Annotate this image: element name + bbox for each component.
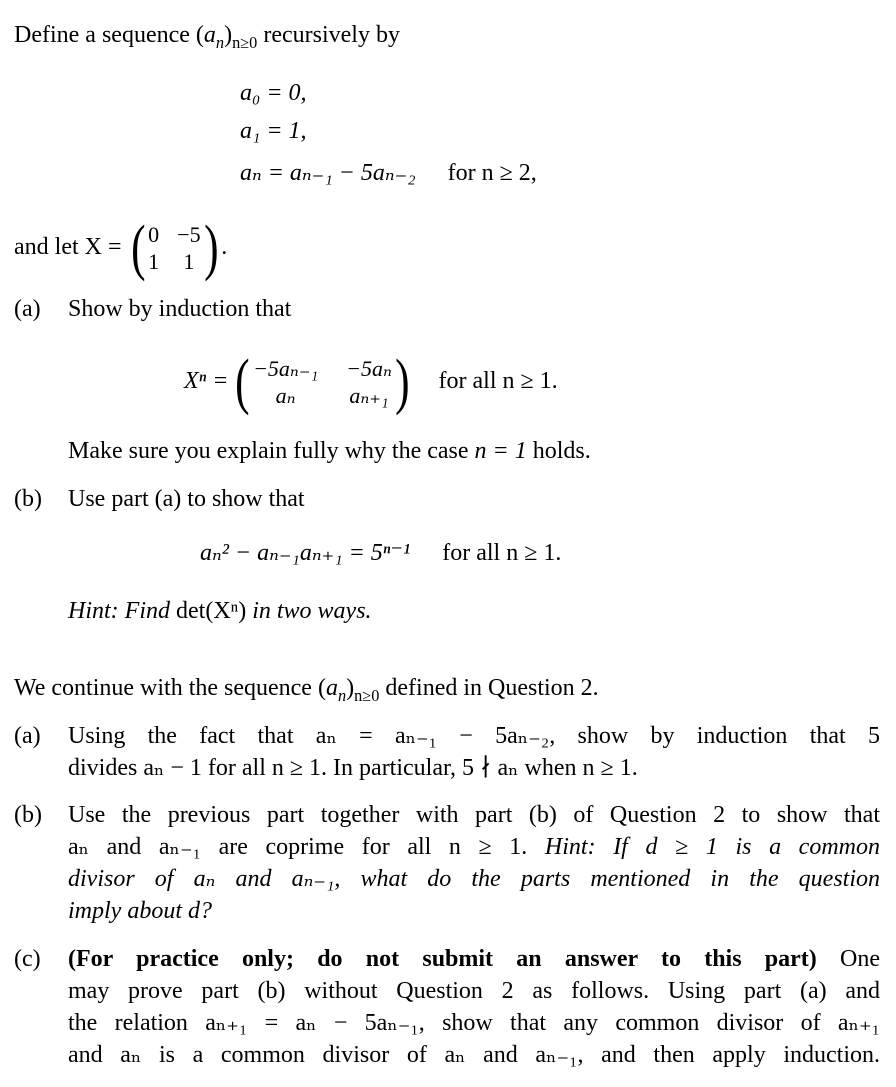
matrix-x: ( 0 −5 1 1 ) [130, 214, 219, 282]
matrix-xn-entry: aₙ₊₁ [349, 383, 389, 408]
q2-intro: Define a sequence $(a_n)_{n\ge 0}$ recursively by [14, 22, 400, 52]
q3-part-c-line4: and aₙ is a common divisor of aₙ and aₙ₋₁, and then apply induction. [68, 1042, 880, 1068]
q2-hint: Hint: Find det(Xⁿ) in two ways. [68, 598, 372, 624]
q3-part-c-label: (c) [14, 946, 41, 972]
q2-part-b-text: Use part (a) to show that [68, 486, 305, 512]
det-identity-eq: aₙ² − aₙ₋₁aₙ₊₁ = 5ⁿ⁻¹ [200, 540, 411, 566]
matrix-xn-entry: aₙ [275, 383, 296, 408]
recurrence-an-cond: for n ≥ 2, [447, 160, 537, 186]
xn-equation [184, 344, 558, 420]
hint-math: det(Xⁿ) [176, 598, 247, 624]
q2-intro-before: Define a sequence [14, 22, 190, 48]
q2-part-a-text: Show by induction that [68, 296, 292, 322]
q3-intro: We continue with the sequence $(a_n)_{n\ge 0}$ defined in Question 2. [14, 675, 599, 705]
q3-intro-before: We continue with the sequence [14, 675, 312, 701]
xn-lhs: Xⁿ = [184, 368, 229, 395]
recurrence-a1: a₁ = 1, [240, 118, 307, 144]
q3-part-b-line1: Use the previous part together with part (b) of Question 2 to show that [68, 802, 880, 828]
q3-part-b-label: (b) [14, 802, 42, 828]
matrix-x-definition: and let X = ( 0 −5 1 1 ) . [14, 214, 228, 282]
q3-part-a-label: (a) [14, 723, 41, 749]
q2-part-a-note: Make sure you explain fully why the case n = 1 holds. [68, 438, 591, 464]
matrix-x-entry: 1 [183, 249, 195, 274]
q2-intro-after: recursively by [263, 22, 400, 48]
q3-part-b-line4: imply about d? [68, 898, 212, 924]
q3-part-c-line3: the relation aₙ₊₁ = aₙ − 5aₙ₋₁, show that any common divisor of aₙ₊₁ [68, 1010, 880, 1036]
q2-part-b [14, 484, 305, 515]
seq-symbol: a [203, 22, 216, 48]
matrix-x-entry: 1 [148, 249, 160, 274]
q2-part-a [14, 294, 291, 325]
seq-subscript: n≥0 [232, 32, 258, 52]
q3-part-c-line2: may prove part (b) without Question 2 as follows. Using part (a) and [68, 978, 880, 1004]
andlet-text: and let X = [14, 234, 122, 261]
q3-part-a-line2: divides aₙ − 1 for all n ≥ 1. In particular, 5 ∤ aₙ when n ≥ 1. [68, 755, 638, 781]
recurrence-an [240, 158, 537, 189]
matrix-xn: ( −5aₙ₋₁ −5aₙ aₙ aₙ₊₁ ) [235, 348, 410, 416]
recurrence-a0: a₀ = 0, [240, 80, 307, 106]
q3-part-c-line1: (For practice only; do not submit an answer to this part) One [68, 946, 880, 972]
det-identity-cond: for all n ≥ 1. [442, 540, 562, 566]
matrix-x-entry: −5 [177, 221, 201, 247]
xn-cond: for all n ≥ 1. [438, 368, 558, 395]
q3-part-b-line2: aₙ and aₙ₋₁ are coprime for all n ≥ 1. Hint: If d ≥ 1 is a common [68, 834, 880, 860]
matrix-xn-entry: −5aₙ₋₁ [253, 355, 319, 381]
q3-intro-after: defined in Question 2. [385, 675, 599, 701]
matrix-x-entry: 0 [148, 221, 160, 247]
q3-part-b-line3: divisor of aₙ and aₙ₋₁, what do the parts mentioned in the question [68, 866, 880, 892]
case-n1: n = 1 [474, 438, 527, 464]
recurrence-an-lhs: aₙ = aₙ₋₁ − 5aₙ₋₂ [240, 160, 416, 186]
matrix-xn-entry: −5aₙ [346, 355, 392, 381]
det-identity [200, 538, 561, 569]
q2-part-b-label: (b) [14, 486, 42, 512]
q3-part-a-line1: Using the fact that aₙ = aₙ₋₁ − 5aₙ₋₂, show by induction that 5 [68, 723, 880, 749]
q2-part-a-label: (a) [14, 296, 41, 322]
